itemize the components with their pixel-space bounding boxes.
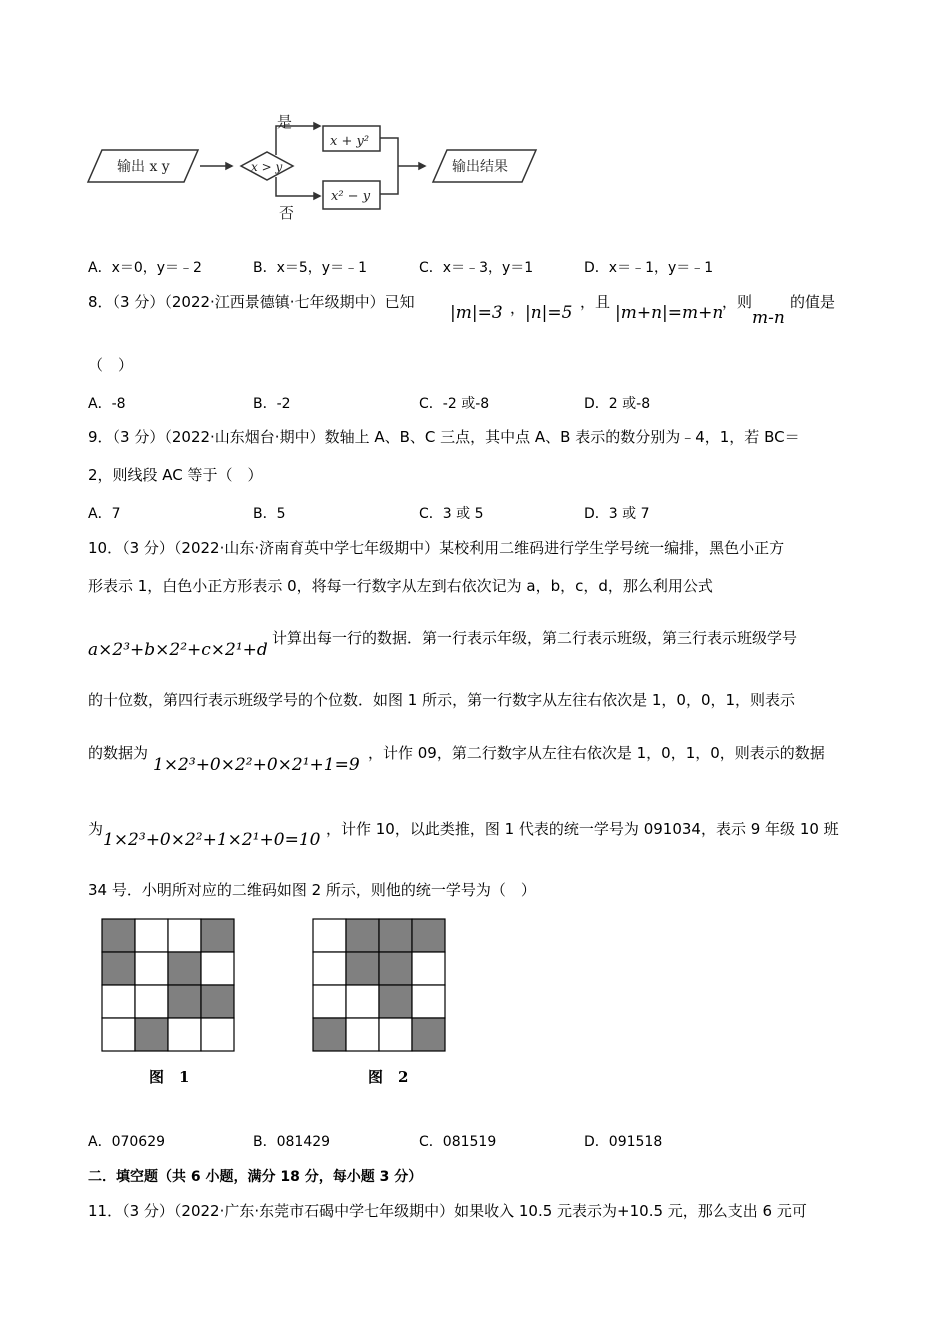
q10-line7: 34 号．小明所对应的二维码如图 2 所示，则他的统一学号为（ ）: [88, 881, 536, 899]
grid-cell: [135, 985, 168, 1018]
q7-option-d: D．x＝﹣1，y＝﹣1: [584, 260, 714, 276]
grid-cell: [313, 985, 346, 1018]
flowchart-no-expr: x² − y: [331, 189, 371, 204]
flowchart-input-label: 输出 x y: [117, 159, 170, 175]
q10-option-d: D．091518: [584, 1134, 663, 1150]
grid-cell: [379, 919, 412, 952]
grid-cell: [168, 952, 201, 985]
grid-cell: [168, 919, 201, 952]
figure-1-caption: 图 1: [149, 1068, 190, 1086]
q7-option-b: B．x＝5，y＝﹣1: [253, 260, 367, 276]
grid-cell: [201, 1018, 234, 1051]
grid-cell: [412, 1018, 445, 1051]
grid-cell: [102, 985, 135, 1018]
q8-condition: |m+n|=m+n: [615, 303, 724, 323]
q10-line5a: 的数据为: [88, 744, 149, 762]
grid-cell: [412, 985, 445, 1018]
q9-option-a: A．7: [88, 506, 121, 522]
flowchart-condition: x > y: [251, 160, 283, 174]
q8-option-a: A．-8: [88, 396, 126, 412]
q8-stem: 8．（3 分）（2022·江西景德镇·七年级期中）已知: [88, 293, 415, 311]
q8-sep: ，: [510, 299, 526, 317]
flowchart-output-label: 输出结果: [452, 159, 508, 175]
figure-1-grid: [101, 918, 235, 1052]
q9-option-d: D．3 或 7: [584, 506, 650, 522]
q10-line5b: ，计作 09，第二行数字从左往右依次是 1，0，1，0，则表示的数据: [368, 744, 825, 762]
q9-option-c: C．3 或 5: [419, 506, 484, 522]
grid-cell: [201, 919, 234, 952]
q8-then: ，则: [722, 293, 753, 311]
figure-2-grid: [312, 918, 446, 1052]
q9-line2: 2，则线段 AC 等于（ ）: [88, 466, 263, 484]
grid-cell: [379, 985, 412, 1018]
q11-line1: 11．（3 分）（2022·广东·东莞市石碣中学七年级期中）如果收入 10.5 元表示为+10.5 元，那么支出 6 元可: [88, 1202, 807, 1220]
grid-cell: [135, 952, 168, 985]
grid-cell: [313, 952, 346, 985]
grid-cell: [346, 952, 379, 985]
q10-formula: a×2³+b×2²+c×2¹+d: [88, 640, 268, 660]
grid-cell: [412, 919, 445, 952]
grid-cell: [201, 985, 234, 1018]
grid-cell: [102, 952, 135, 985]
q8-option-c: C．-2 或-8: [419, 396, 490, 412]
figure-2-caption: 图 2: [368, 1068, 409, 1086]
flowchart: [80, 105, 550, 230]
grid-cell: [135, 1018, 168, 1051]
q8-option-b: B．-2: [253, 396, 291, 412]
q9-option-b: B．5: [253, 506, 286, 522]
q8-paren: （ ）: [88, 356, 134, 374]
grid-cell: [168, 985, 201, 1018]
q10-calc1: 1×2³+0×2²+0×2¹+1=9: [153, 755, 360, 775]
grid-cell: [102, 1018, 135, 1051]
grid-cell: [168, 1018, 201, 1051]
grid-cell: [379, 1018, 412, 1051]
q10-option-b: B．081429: [253, 1134, 331, 1150]
q8-n-abs: |n|=5: [525, 303, 573, 323]
grid-cell: [346, 1018, 379, 1051]
q10-line1: 10．（3 分）（2022·山东·济南育英中学七年级期中）某校利用二维码进行学生学号统一编排，黑色小正方: [88, 539, 785, 557]
q8-expr: m-n: [752, 308, 785, 328]
q8-option-d: D．2 或-8: [584, 396, 651, 412]
q10-option-c: C．081519: [419, 1134, 497, 1150]
q10-line4: 的十位数，第四行表示班级学号的个位数．如图 1 所示，第一行数字从左往右依次是 1，0，0，1，则表示: [88, 691, 796, 709]
q7-option-a: A．x＝0，y＝﹣2: [88, 260, 202, 276]
grid-cell: [102, 919, 135, 952]
q8-tail: 的值是: [790, 293, 836, 311]
q10-option-a: A．070629: [88, 1134, 166, 1150]
q9-line1: 9．（3 分）（2022·山东烟台·期中）数轴上 A、B、C 三点，其中点 A、B 表示的数分别为﹣4，1，若 BC＝: [88, 428, 800, 446]
grid-cell: [201, 952, 234, 985]
section-2-title: 二．填空题（共 6 小题，满分 18 分，每小题 3 分）: [88, 1169, 423, 1185]
q8-m-abs: |m|=3: [450, 303, 503, 323]
flowchart-no-label: 否: [279, 204, 295, 222]
flowchart-yes-expr: x + y²: [330, 134, 370, 149]
grid-cell: [135, 919, 168, 952]
grid-cell: [346, 919, 379, 952]
grid-cell: [412, 952, 445, 985]
q8-and: ，且: [580, 293, 611, 311]
q10-line6b: ，计作 10，以此类推，图 1 代表的统一学号为 091034，表示 9 年级 10 班: [326, 820, 839, 838]
q10-line3: 计算出每一行的数据．第一行表示年级，第二行表示班级，第三行表示班级学号: [272, 629, 798, 647]
grid-cell: [346, 985, 379, 1018]
q10-line6a: 为: [88, 820, 104, 838]
flowchart-yes-label: 是: [277, 113, 293, 131]
q10-calc2: 1×2³+0×2²+1×2¹+0=10: [103, 830, 321, 850]
grid-cell: [313, 1018, 346, 1051]
q7-option-c: C．x＝﹣3，y＝1: [419, 260, 534, 276]
grid-cell: [313, 919, 346, 952]
q10-line2: 形表示 1，白色小正方形表示 0，将每一行数字从左到右依次记为 a，b，c，d，那么利用公式: [88, 577, 713, 595]
grid-cell: [379, 952, 412, 985]
